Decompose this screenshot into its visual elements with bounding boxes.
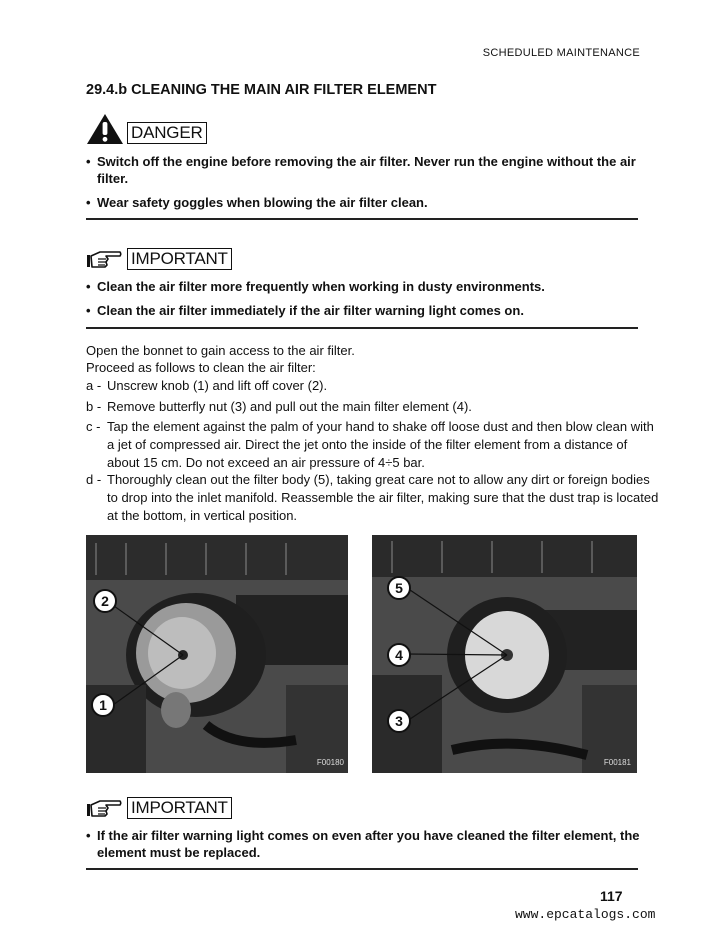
step-key: c - [86, 419, 101, 434]
danger-item: • Switch off the engine before removing the air filter. Never run the engine without the air filter. [86, 153, 653, 187]
important-item: • If the air filter warning light comes on even after you have cleaned the filter element, the element must be replaced. [86, 827, 653, 861]
callout-3: 3 [387, 709, 411, 733]
photo-air-filter-cover [86, 535, 348, 773]
step-text: Remove butterfly nut (3) and pull out the main filter element (4). [107, 399, 472, 414]
divider [86, 218, 638, 220]
important-notice [86, 248, 232, 270]
important-label: IMPORTANT [127, 248, 232, 270]
procedure-step [86, 471, 663, 525]
callout-5: 5 [387, 576, 411, 600]
page-number: 117 [600, 888, 623, 904]
step-key: a - [86, 378, 102, 393]
engine-photo-graphic [86, 535, 348, 773]
danger-notice [86, 113, 207, 145]
procedure-step [86, 418, 663, 472]
divider [86, 868, 638, 870]
section-title: 29.4.b CLEANING THE MAIN AIR FILTER ELEMENT [86, 82, 437, 98]
step-text: Unscrew knob (1) and lift off cover (2). [107, 378, 328, 393]
warning-triangle-icon [86, 113, 124, 145]
engine-photo-graphic [372, 535, 637, 773]
callout-2: 2 [93, 589, 117, 613]
procedure-step [86, 398, 663, 416]
important-item: • Clean the air filter immediately if the air filter warning light comes on. [86, 302, 653, 319]
danger-label: DANGER [127, 122, 207, 144]
callout-4: 4 [387, 643, 411, 667]
pointing-hand-icon [86, 798, 122, 818]
website-watermark: www.epcatalogs.com [515, 907, 656, 922]
important-notice [86, 797, 232, 819]
danger-item: • Wear safety goggles when blowing the air filter clean. [86, 194, 653, 211]
intro-line: Open the bonnet to gain access to the air filter. [86, 343, 355, 358]
photo-code: F00181 [603, 758, 631, 767]
photo-air-filter-element [372, 535, 637, 773]
pointing-hand-icon [86, 249, 122, 269]
step-key: d - [86, 472, 102, 487]
important-label: IMPORTANT [127, 797, 232, 819]
running-header: SCHEDULED MAINTENANCE [482, 47, 640, 59]
intro-line: Proceed as follows to clean the air filter: [86, 360, 316, 375]
step-text: Tap the element against the palm of your hand to shake off loose dust and then blow clean with a jet of compressed air. Direct the jet onto the inside of the filter element from a distance of about 15 cm. Do not exceed an air pressure of 4÷5 bar. [107, 419, 654, 470]
photo-code: F00180 [316, 758, 344, 767]
callout-1: 1 [91, 693, 115, 717]
step-text: Thoroughly clean out the filter body (5), taking great care not to allow any dirt or foreign bodies to drop into the inlet manifold. Reassemble the air filter, making sure that the dust trap is located at the bottom, in vertical position. [107, 472, 659, 523]
procedure-step [86, 377, 663, 395]
step-key: b - [86, 399, 102, 414]
important-item: • Clean the air filter more frequently when working in dusty environments. [86, 278, 653, 295]
divider [86, 327, 638, 329]
